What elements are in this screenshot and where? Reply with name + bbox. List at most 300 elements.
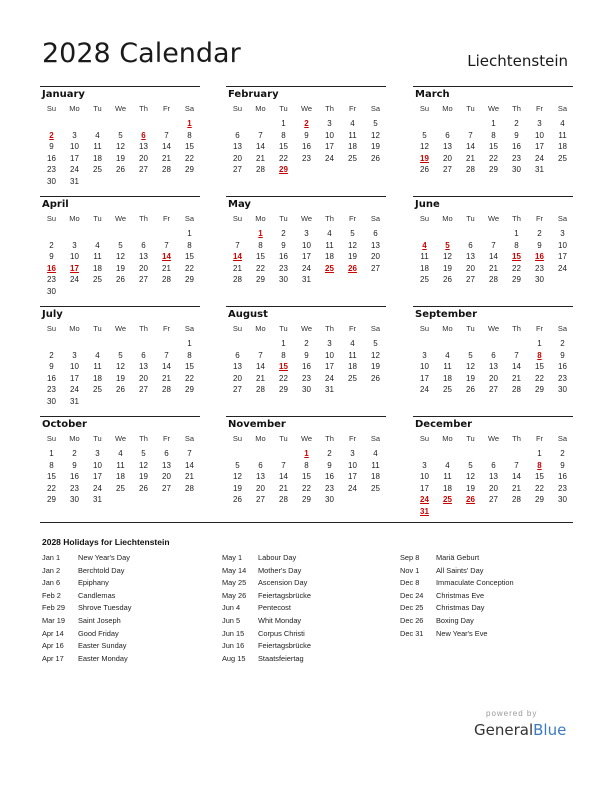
day-cell: 3 <box>327 339 332 348</box>
day-cell: 28 <box>256 165 265 175</box>
month-name: July <box>42 309 63 320</box>
day-cell: 3 <box>72 240 77 250</box>
day-cell: 29 <box>185 385 194 395</box>
day-cell: 12 <box>116 362 125 372</box>
weekday-header: Th <box>325 324 334 333</box>
day-cell: 19 <box>466 483 475 493</box>
day-cell: 27 <box>371 263 380 273</box>
holiday-date: Jan 2 <box>42 565 61 575</box>
day-cell: 7 <box>187 449 192 458</box>
weekday-header: Mo <box>442 434 453 443</box>
weekday-header: Fr <box>348 104 357 113</box>
weekday-header: Sa <box>184 214 195 223</box>
day-cell: 31 <box>70 397 79 406</box>
day-cell: 13 <box>139 252 148 262</box>
day-cell: 24 <box>325 373 334 383</box>
day-cell: 4 <box>350 119 355 128</box>
weekday-header: Sa <box>370 434 381 443</box>
day-cell: 1 <box>187 229 192 238</box>
day-cell: 3 <box>537 119 542 128</box>
day-cell: 31 <box>325 385 334 395</box>
powered-by-text: powered by <box>486 709 538 718</box>
day-cell: 17 <box>302 252 311 262</box>
holiday-date: May 1 <box>222 553 243 562</box>
month-november <box>226 416 386 505</box>
weekday-header: We <box>487 434 500 443</box>
holiday-name: Berchtold Day <box>78 565 125 575</box>
day-cell: 2 <box>49 240 54 250</box>
holiday-date: Apr 14 <box>42 628 64 638</box>
day-cell: 10 <box>70 252 79 262</box>
month-march <box>413 86 573 175</box>
day-cell: 3 <box>72 130 77 140</box>
day-cell: 5 <box>468 460 473 470</box>
day-cell: 20 <box>256 483 265 493</box>
holiday-name: Pentecost <box>258 603 291 613</box>
day-cell: 17 <box>325 362 334 372</box>
day-cell: 6 <box>491 460 496 470</box>
day-cell: 11 <box>348 130 357 140</box>
day-cell: 9 <box>304 350 309 360</box>
day-cell: 30 <box>47 397 56 406</box>
day-cell: 1 <box>49 449 54 458</box>
weekday-header: Fr <box>162 214 171 223</box>
day-cell: 8 <box>514 240 519 250</box>
day-cell: 28 <box>233 275 242 285</box>
day-cell: 7 <box>235 240 240 250</box>
day-cell: 6 <box>491 350 496 360</box>
weekday-header: Sa <box>557 214 568 223</box>
day-cell: 24 <box>420 385 429 395</box>
weekday-header: We <box>487 214 500 223</box>
day-cell: 11 <box>420 252 429 262</box>
day-cell: 30 <box>325 495 334 505</box>
day-cell: 14 <box>162 362 171 372</box>
weekday-header: Sa <box>557 434 568 443</box>
holiday-entry <box>222 616 311 629</box>
day-cell: 30 <box>70 495 79 505</box>
day-cell: 10 <box>558 240 567 250</box>
day-cell: 20 <box>443 153 452 163</box>
day-cell: 7 <box>164 130 169 140</box>
day-cell: 2 <box>537 229 542 238</box>
weekday-header: Sa <box>370 324 381 333</box>
day-cell: 17 <box>348 472 357 482</box>
weekday-header: Fr <box>535 324 544 333</box>
day-cell: 14 <box>162 142 171 152</box>
weekday-header: Tu <box>93 434 102 443</box>
day-cell: 21 <box>233 263 242 273</box>
day-cell: 27 <box>139 385 148 395</box>
day-cell: 21 <box>162 373 171 383</box>
day-cell: 23 <box>512 153 521 163</box>
calendar-bottom-divider <box>40 522 573 523</box>
day-cell: 29 <box>302 495 311 505</box>
day-cell: 18 <box>443 483 452 493</box>
day-cell: 20 <box>466 263 475 273</box>
holiday-date: Dec 26 <box>400 615 424 625</box>
day-cell: 15 <box>279 142 288 152</box>
day-cell: 1 <box>491 119 496 128</box>
holiday-entry <box>400 603 514 616</box>
day-cell: 14 <box>489 252 498 262</box>
holiday-name: Mariä Geburt <box>436 553 480 562</box>
weekday-header: Th <box>139 104 148 113</box>
weekday-header-row <box>226 104 386 115</box>
day-cell: 28 <box>162 165 171 175</box>
day-cell: 17 <box>420 483 429 493</box>
holiday-entry <box>42 578 131 591</box>
day-cell: 31 <box>93 495 102 505</box>
day-cell: 8 <box>491 130 496 140</box>
day-cell: 27 <box>489 385 498 395</box>
day-cell: 4 <box>560 119 565 128</box>
day-cell: 9 <box>327 460 332 470</box>
holiday-entry <box>222 578 311 591</box>
weekday-header: Fr <box>348 324 357 333</box>
day-cell: 26 <box>371 373 380 383</box>
day-cell: 27 <box>162 483 171 493</box>
weekday-header: Tu <box>93 104 102 113</box>
day-cell: 4 <box>95 350 100 360</box>
day-cell: 22 <box>302 483 311 493</box>
weekday-header: We <box>114 434 127 443</box>
day-cell: 30 <box>558 495 567 505</box>
day-cell: 24 <box>558 263 567 273</box>
weekday-header: Sa <box>184 324 195 333</box>
day-cell: 3 <box>304 229 309 238</box>
holiday-day-cell: 16 <box>47 263 56 273</box>
day-cell: 22 <box>185 373 194 383</box>
day-cell: 24 <box>70 275 79 285</box>
day-cell: 4 <box>373 449 378 458</box>
day-cell: 27 <box>489 495 498 505</box>
day-cell: 14 <box>512 362 521 372</box>
day-cell: 25 <box>443 385 452 395</box>
weekday-header: Tu <box>466 104 475 113</box>
day-cell: 24 <box>302 263 311 273</box>
day-cell: 28 <box>512 495 521 505</box>
day-cell: 6 <box>235 350 240 360</box>
holiday-day-cell: 5 <box>445 240 450 250</box>
day-cell: 30 <box>302 385 311 395</box>
day-cell: 29 <box>256 275 265 285</box>
day-cell: 13 <box>139 362 148 372</box>
holidays-title: 2028 Holidays for Liechtenstein <box>42 537 170 547</box>
day-cell: 20 <box>489 373 498 383</box>
holiday-name: All Saints' Day <box>436 565 484 575</box>
weekday-header: Sa <box>184 104 195 113</box>
day-cell: 25 <box>93 165 102 175</box>
day-cell: 21 <box>512 483 521 493</box>
day-cell: 22 <box>279 373 288 383</box>
weekday-header: Su <box>46 104 57 113</box>
day-cell: 21 <box>256 373 265 383</box>
day-cell: 21 <box>279 483 288 493</box>
day-cell: 2 <box>72 449 77 458</box>
day-cell: 24 <box>325 153 334 163</box>
day-cell: 9 <box>281 240 286 250</box>
day-cell: 29 <box>535 385 544 395</box>
day-cell: 5 <box>468 350 473 360</box>
month-may <box>226 196 386 285</box>
weekday-header-row <box>226 434 386 445</box>
day-cell: 17 <box>558 252 567 262</box>
weekday-header: Fr <box>535 214 544 223</box>
day-cell: 17 <box>70 153 79 163</box>
holiday-date: Mar 19 <box>42 615 66 625</box>
day-cell: 28 <box>185 483 194 493</box>
brand-general: General <box>474 721 534 739</box>
day-cell: 23 <box>47 385 56 395</box>
day-cell: 7 <box>491 240 496 250</box>
day-cell: 31 <box>70 177 79 186</box>
weekday-header: Tu <box>466 324 475 333</box>
holiday-name: Staatsfeiertag <box>258 653 304 663</box>
holiday-name: Mother's Day <box>258 565 302 575</box>
holiday-entry <box>400 629 514 642</box>
day-cell: 18 <box>371 472 380 482</box>
day-cell: 30 <box>535 275 544 285</box>
weekday-header: Sa <box>557 104 568 113</box>
day-cell: 10 <box>420 362 429 372</box>
holiday-name: Christmas Eve <box>436 590 485 600</box>
day-cell: 13 <box>489 472 498 482</box>
holiday-date: Jan 6 <box>42 578 61 588</box>
day-cell: 18 <box>93 263 102 273</box>
day-cell: 13 <box>371 240 380 250</box>
day-cell: 5 <box>118 350 123 360</box>
day-cell: 9 <box>514 130 519 140</box>
day-cell: 28 <box>512 385 521 395</box>
holiday-date: Jun 15 <box>222 628 245 638</box>
day-cell: 25 <box>348 373 357 383</box>
weekday-header: Mo <box>69 434 80 443</box>
holiday-day-cell: 1 <box>187 119 192 128</box>
day-cell: 19 <box>443 263 452 273</box>
weekday-header: Th <box>325 104 334 113</box>
month-name: December <box>415 419 473 430</box>
day-cell: 16 <box>558 472 567 482</box>
day-cell: 6 <box>141 240 146 250</box>
day-cell: 30 <box>47 287 56 296</box>
day-cell: 12 <box>116 252 125 262</box>
day-cell: 9 <box>537 240 542 250</box>
day-cell: 11 <box>443 362 452 372</box>
day-cell: 10 <box>535 130 544 140</box>
weekday-header: We <box>300 434 313 443</box>
day-cell: 26 <box>233 495 242 505</box>
weekday-header: Tu <box>279 324 288 333</box>
weekday-header: Mo <box>69 324 80 333</box>
holiday-date: May 14 <box>222 565 247 575</box>
day-cell: 10 <box>420 472 429 482</box>
day-cell: 24 <box>70 165 79 175</box>
day-cell: 29 <box>279 385 288 395</box>
month-name: August <box>228 309 268 320</box>
day-cell: 23 <box>325 483 334 493</box>
holiday-name: Christmas Day <box>436 603 485 613</box>
day-cell: 26 <box>116 385 125 395</box>
day-cell: 21 <box>466 153 475 163</box>
day-cell: 17 <box>70 373 79 383</box>
day-cell: 2 <box>560 339 565 348</box>
day-cell: 14 <box>256 362 265 372</box>
day-cell: 6 <box>468 240 473 250</box>
day-cell: 26 <box>466 385 475 395</box>
day-cell: 10 <box>325 350 334 360</box>
month-name: November <box>228 419 286 430</box>
day-cell: 30 <box>47 177 56 186</box>
day-cell: 4 <box>327 229 332 238</box>
weekday-header: Tu <box>466 214 475 223</box>
weekday-header: Su <box>419 434 430 443</box>
weekday-header: Th <box>512 104 521 113</box>
holiday-name: Feiertagsbrücke <box>258 590 311 600</box>
month-october <box>40 416 200 505</box>
day-cell: 18 <box>93 153 102 163</box>
day-cell: 6 <box>235 130 240 140</box>
holiday-entry <box>222 566 311 579</box>
day-cell: 26 <box>371 153 380 163</box>
holiday-day-cell: 15 <box>512 252 521 262</box>
day-cell: 14 <box>466 142 475 152</box>
day-cell: 6 <box>258 460 263 470</box>
day-cell: 19 <box>348 252 357 262</box>
day-cell: 29 <box>489 165 498 175</box>
weekday-header: Th <box>139 324 148 333</box>
month-july <box>40 306 200 406</box>
day-cell: 10 <box>70 362 79 372</box>
day-cell: 1 <box>281 339 286 348</box>
weekday-header: Th <box>325 214 334 223</box>
day-cell: 25 <box>420 275 429 285</box>
month-name: October <box>42 419 87 430</box>
day-cell: 12 <box>371 130 380 140</box>
day-cell: 15 <box>535 362 544 372</box>
holiday-date: Dec 25 <box>400 603 424 613</box>
day-cell: 3 <box>422 460 427 470</box>
weekday-header: Sa <box>557 324 568 333</box>
day-cell: 5 <box>235 460 240 470</box>
day-cell: 19 <box>466 373 475 383</box>
day-cell: 22 <box>279 153 288 163</box>
weekday-header-row <box>40 324 200 335</box>
holiday-name: Corpus Christi <box>258 628 305 638</box>
day-cell: 18 <box>420 263 429 273</box>
day-cell: 30 <box>512 165 521 175</box>
holiday-date: Apr 17 <box>42 653 64 663</box>
weekday-header: Th <box>139 214 148 223</box>
day-cell: 14 <box>512 472 521 482</box>
day-cell: 14 <box>256 142 265 152</box>
day-cell: 21 <box>162 153 171 163</box>
holiday-name: Immaculate Conception <box>436 578 514 588</box>
holiday-date: May 26 <box>222 590 247 600</box>
day-cell: 10 <box>93 460 102 470</box>
holiday-column <box>42 553 131 666</box>
weekday-header-row <box>40 214 200 225</box>
day-cell: 21 <box>185 472 194 482</box>
day-cell: 22 <box>185 263 194 273</box>
holiday-name: Saint Joseph <box>78 615 121 625</box>
weekday-header-row <box>40 104 200 115</box>
holiday-entry <box>400 591 514 604</box>
brand-blue: Blue <box>533 721 567 739</box>
day-cell: 4 <box>95 240 100 250</box>
day-cell: 21 <box>162 263 171 273</box>
day-cell: 19 <box>371 142 380 152</box>
holiday-date: Nov 1 <box>400 565 420 575</box>
day-cell: 12 <box>443 252 452 262</box>
holiday-name: Easter Monday <box>78 653 128 663</box>
weekday-header: Tu <box>466 434 475 443</box>
weekday-header: Th <box>325 434 334 443</box>
weekday-header: Fr <box>162 324 171 333</box>
weekday-header-row <box>413 324 573 335</box>
day-cell: 3 <box>327 119 332 128</box>
day-cell: 1 <box>281 119 286 128</box>
day-cell: 16 <box>325 472 334 482</box>
day-cell: 7 <box>258 130 263 140</box>
holiday-day-cell: 24 <box>420 495 429 505</box>
holiday-day-cell: 29 <box>279 165 288 175</box>
holiday-day-cell: 1 <box>304 449 309 458</box>
day-cell: 20 <box>233 153 242 163</box>
holiday-entry <box>400 578 514 591</box>
day-cell: 29 <box>185 275 194 285</box>
holiday-day-cell: 8 <box>537 460 542 470</box>
weekday-header: Sa <box>370 104 381 113</box>
day-cell: 16 <box>558 362 567 372</box>
holiday-entry <box>222 603 311 616</box>
weekday-header: Sa <box>370 214 381 223</box>
day-cell: 23 <box>70 483 79 493</box>
weekday-header: Su <box>419 324 430 333</box>
weekday-header: Mo <box>69 104 80 113</box>
weekday-header: We <box>487 104 500 113</box>
holiday-entry <box>222 553 311 566</box>
day-cell: 18 <box>558 142 567 152</box>
weekday-header-row <box>226 214 386 225</box>
day-cell: 15 <box>185 142 194 152</box>
day-cell: 14 <box>185 460 194 470</box>
month-name: May <box>228 199 251 210</box>
month-january <box>40 86 200 186</box>
weekday-header: Th <box>512 324 521 333</box>
day-cell: 9 <box>560 350 565 360</box>
weekday-header: Tu <box>93 214 102 223</box>
weekday-header: Mo <box>442 214 453 223</box>
day-cell: 26 <box>420 165 429 175</box>
day-cell: 20 <box>233 373 242 383</box>
holiday-date: Aug 15 <box>222 653 246 663</box>
holiday-date: Jun 4 <box>222 603 241 613</box>
day-cell: 29 <box>535 495 544 505</box>
day-cell: 26 <box>443 275 452 285</box>
day-cell: 27 <box>139 275 148 285</box>
holiday-day-cell: 17 <box>70 263 79 273</box>
day-cell: 11 <box>93 362 102 372</box>
day-cell: 2 <box>327 449 332 458</box>
day-cell: 13 <box>139 142 148 152</box>
day-cell: 5 <box>141 449 146 458</box>
day-cell: 23 <box>47 165 56 175</box>
day-cell: 25 <box>371 483 380 493</box>
month-august <box>226 306 386 395</box>
day-cell: 27 <box>233 165 242 175</box>
holiday-column <box>222 553 311 666</box>
